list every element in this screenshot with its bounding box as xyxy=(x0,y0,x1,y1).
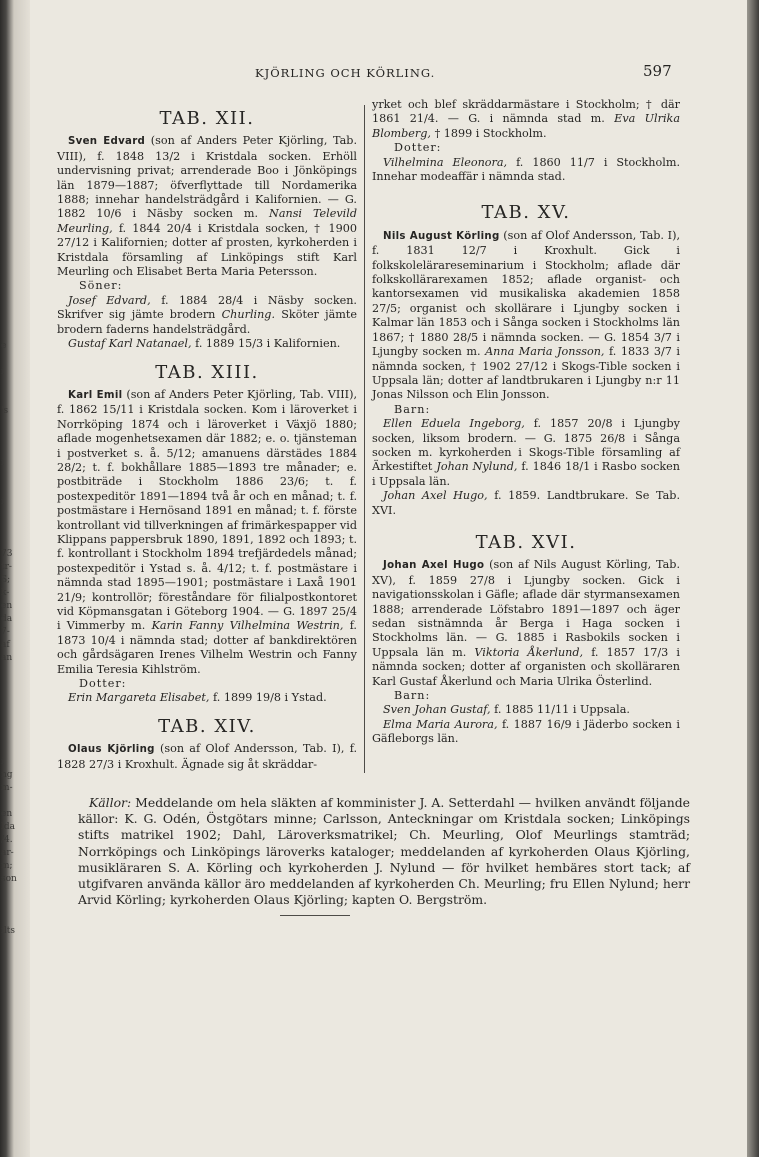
child-details: f. 1899 19/8 i Ystad. xyxy=(212,691,327,705)
tab-xiii-heading: TAB. XIII. xyxy=(155,361,259,383)
child-spouse: Johan Nylund, xyxy=(436,460,518,474)
tab-xiii-wife: Karin Fanny Vilhelmina Westrin, xyxy=(151,619,344,633)
tab-xv-children-heading: Barn: xyxy=(394,402,431,416)
child-details: f. 1885 11/11 i Uppsala. xyxy=(494,703,630,717)
tab-xii-wife-details: f. 1844 20/4 i Kristdala socken, † 1900 27/12 i Kalifornien; dotter af prosten, kyrkoherden i Kristdala församling af Linköpings stift Karl Meurling och Elisabet Berta Maria Petersson. xyxy=(57,221,357,279)
child-details: f. 1887 16/9 i Jäderbo socken i Gäfleborgs län. xyxy=(372,717,680,746)
child-name: Erin Margareta Elisabet, xyxy=(68,691,210,705)
tab-xvi-wife-details: f. 1857 17/3 i nämnda socken; dotter af organisten och skolläraren Karl Gustaf Åkerlund och Maria Ulrika Österlind. xyxy=(372,645,680,688)
running-header: KJÖRLING OCH KÖRLING. xyxy=(255,66,436,80)
tab-xiv-cont-text: yrket och blef skräddarmästare i Stockholm; † där 1861 21/4. — G. i nämnda stad m. xyxy=(372,98,680,126)
book-spine xyxy=(0,0,30,1157)
tab-xii-children-heading: Söner: xyxy=(79,279,123,293)
tab-xiii-entry xyxy=(57,388,357,677)
tab-xiv-continuation xyxy=(372,98,680,141)
tab-xv-heading: TAB. XV. xyxy=(481,202,571,224)
tab-xiv-children-heading: Dotter: xyxy=(394,141,442,155)
child-details: f. 1889 15/3 i Kalifornien. xyxy=(195,337,341,351)
child-alias: Churling. xyxy=(221,308,276,322)
tab-xiv-entry xyxy=(57,742,357,772)
tab-xiii-name: Karl Emil xyxy=(68,389,123,401)
tab-xvi-intro: (son af Nils August Körling, Tab. XV), f. 1859 27/8 i Ljungby socken. Gick i navigationsskolan i Gäfle; aflade där styrmansexamen 1888; arrenderade Löfstabro 1891—1897 och äger sedan sistnämnda år Berga i Haga socken i Stockholms län. — G. 1885 i Rasbokils socken i Uppsala län m. xyxy=(372,558,680,659)
child-name: Josef Edvard, xyxy=(68,293,151,307)
tab-xvi-heading: TAB. XVI. xyxy=(475,531,577,553)
tab-xiv-wife: Eva Ulrika Blomberg, xyxy=(372,112,681,140)
page-edge xyxy=(747,0,759,1157)
page-number: 597 xyxy=(643,62,672,80)
tab-xiii-children-heading: Dotter: xyxy=(79,677,127,691)
tab-xiv-intro: (son af Olof Andersson, Tab. I), f. 1828 27/3 i Kroxhult. Ägnade sig åt skräddar- xyxy=(57,742,358,771)
child-name: Sven Johan Gustaf, xyxy=(383,703,491,717)
tab-xii-intro: (son af Anders Peter Kjörling, Tab. VIII), f. 1848 13/2 i Kristdala socken. Erhöll undervisning privat; arrenderade Boo i Jönköpings län 1879—1887; öfverflyttade till Nordamerika 1888; innehar handelsträdgård i Kalifornien. — G. 1882 10/6 i Näsby socken m. xyxy=(57,134,357,221)
tab-xii-heading: TAB. XII. xyxy=(159,108,255,129)
sources-label: Källor: xyxy=(89,795,132,810)
tab-xv-child-1 xyxy=(372,417,680,489)
tab-xvi-child-1 xyxy=(372,703,680,717)
tab-xv-wife: Anna Maria Jonsson, xyxy=(485,345,605,359)
tab-xvi-child-2 xyxy=(372,718,680,747)
child-name: Johan Axel Hugo, xyxy=(383,489,488,503)
child-name: Vilhelmina Eleonora, xyxy=(383,155,508,169)
tab-xv-wife-details: f. 1833 3/7 i nämnda socken, † 1902 27/12 i Skogs-Tible socken i Uppsala län; dotter af landtbrukaren i Ljungby n:r 11 Jonas Nilsson och Elin Jonsson. xyxy=(372,345,680,402)
tab-xiv-child-1 xyxy=(372,156,680,185)
column-divider xyxy=(364,105,365,773)
tab-xiv-name: Olaus Kjörling xyxy=(68,744,155,756)
tab-xii-name: Sven Edvard xyxy=(68,136,146,148)
child-details: f. 1859. Landtbrukare. Se Tab. XVI. xyxy=(372,489,680,517)
tab-xii-entry xyxy=(57,134,357,279)
child-details: f. 1857 20/8 i Ljungby socken, liksom brodern. — G. 1875 26/8 i Sånga socken m. kyrkoherden i Skogs-Tible församling af Ärkestiftet xyxy=(372,417,680,474)
tab-xiv-heading: TAB. XIV. xyxy=(158,715,256,737)
tab-xii-child-1 xyxy=(57,294,357,337)
child-details-end: Sköter jämte brodern faderns handelsträdgård. xyxy=(57,308,357,336)
sources-text: Meddelande om hela släkten af komminister J. A. Setterdahl — hvilken användt följande källor: K. G. Odén, Östgötars minne; Carlsson, Anteckningar om Kristdala socken; Linköpings stifts matrikel 1902; Dahl, Läroverksmatrikel; Ch. Meurling, Olof Meurlings stamträd; Norrköpings och Linköpings läroverks kataloger; meddelanden af kyrkoherden Olaus Kjörling, musikläraren S. A. Körling och kyrkoherden J. Nylund — för hvilket hembäres stort tack; af utgifvaren använda källor äro meddelanden af kyrkoherden Ch. Meurling; fru Ellen Nylund; herr Arvid Körling; kyrkoherden Olaus Kjörling; kapten O. Bergström. xyxy=(78,795,690,908)
child-name: Elma Maria Aurora, xyxy=(383,717,498,731)
tab-xvi-children-heading: Barn: xyxy=(394,689,431,703)
right-column xyxy=(372,98,680,747)
tab-xiii-wife-details: f. 1873 10/4 i nämnda stad; dotter af bankdirektören och gårdsägaren Irenes Vilhelm Westrin och Fanny Emilia Teresia Kihlström. xyxy=(57,619,357,676)
left-column xyxy=(57,108,358,772)
tab-xv-entry xyxy=(372,229,680,403)
previous-page-margin-fragments: e i 's i i 73 tr- S; k- en da 7- af an i ng m- en lda /4. ar- m; son ilts xyxy=(1,341,17,936)
tab-xvi-name: Johan Axel Hugo xyxy=(383,560,485,572)
tab-xii-child-2 xyxy=(57,337,357,351)
tab-xiv-wife-details: † 1899 i Stockholm. xyxy=(434,126,547,140)
tab-xiii-intro: (son af Anders Peter Kjörling, Tab. VIII), f. 1862 15/11 i Kristdala socken. Kom i läroverket i Norrköping 1874 och i läroverket i Växjö 1880; aflade mogenhetsexamen där 1882; e. o. tjänsteman i postverket s. å. 5/12; amanuens därstädes 1884 28/2; t. f. bokhållare 1885—1893 tre månader; e. postbiträde i Stockholm 1886 23/6; t. f. postexpeditör 1891—1894 två år och en månad; t. f. postmästare i Hernösand 1891 en månad; t. f. förste kontrollant vid tillverkningen af frimärkespapper vid Klippans pappersbruk 1890, 1891, 1892 och 1893; t. f. kontrollant i Stockholm 1894 trefjärdedels månad; postexpeditör i Ystad s. å. 4/12; t. f. postmästare i nämnda stad 1895—1901; postmästare i Laxå 1901 21/9; kontrollör; föreståndare för filialpostkontoret vid Köpmansgatan i Göteborg 1904. — G. 1897 25/4 i Vimmerby m. xyxy=(57,387,358,633)
end-rule xyxy=(280,915,350,916)
tab-xii-wife: Nansi Televild Meurling, xyxy=(57,207,358,235)
child-details: f. 1860 11/7 i Stockholm. Innehar modeaffär i nämnda stad. xyxy=(372,155,680,184)
tab-xiii-child-1 xyxy=(57,691,357,705)
child-name: Gustaf Karl Natanael, xyxy=(68,337,192,351)
tab-xv-child-2 xyxy=(372,489,680,518)
tab-xv-name: Nils August Körling xyxy=(383,230,500,242)
tab-xv-intro: (son af Olof Andersson, Tab. I), f. 1831 12/7 i Kroxhult. Gick i folkskolelärareseminarium i Stockholm; aflade där folkskollärarexamen 1852; aflade organist- och kantorsexamen vid musikaliska akademien 1858 27/5; organist och skollärare i Ljungby socken i Kalmar län 1853 och i Sånga socken i Stockholms län 1867; † 1880 28/5 i nämnda socken. — G. 1854 3/7 i Ljungby socken m. xyxy=(372,228,681,359)
child-details: f. 1884 28/4 i Näsby socken. Skrifver sig jämte brodern xyxy=(57,293,357,322)
tab-xvi-wife: Viktoria Åkerlund, xyxy=(474,645,584,659)
tab-xvi-entry xyxy=(372,558,680,689)
child-details-end: f. 1846 18/1 i Rasbo socken i Uppsala län. xyxy=(372,460,681,488)
sources-paragraph xyxy=(78,795,690,908)
child-name: Ellen Eduela Ingeborg, xyxy=(383,417,525,431)
